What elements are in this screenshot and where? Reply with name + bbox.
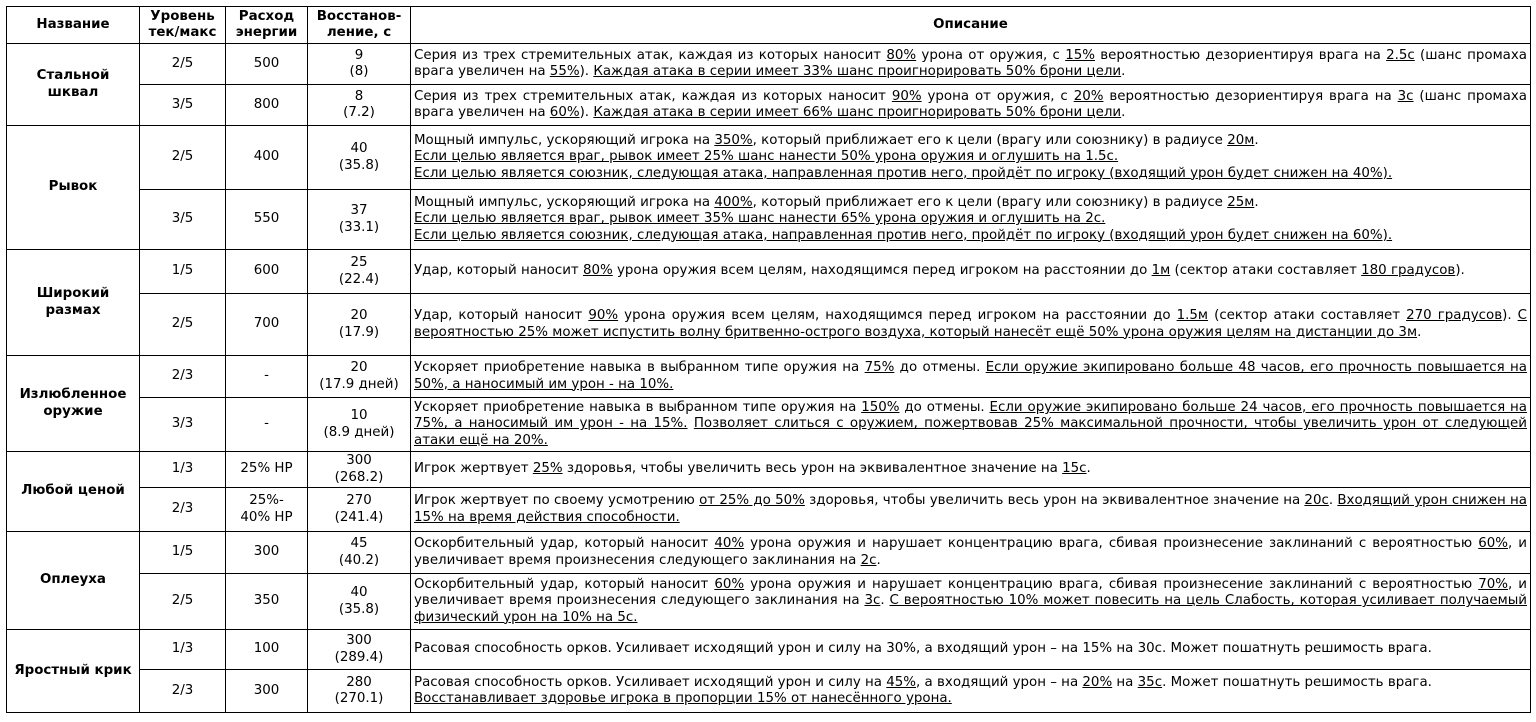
cooldown-base: 10 xyxy=(350,408,368,424)
energy-value: - xyxy=(264,416,269,432)
energy-cell xyxy=(226,126,308,190)
description-segment: Удар, который наносит xyxy=(414,308,589,324)
description-segment: . xyxy=(1254,132,1259,148)
description-segment: урона от оружия, с xyxy=(921,88,1074,104)
description-segment: 2.5с xyxy=(1386,47,1415,63)
description-segment: Каждая атака в серии имеет 66% шанс проигнорировать 50% брони цели xyxy=(593,105,1122,120)
description-segment: 35с xyxy=(1137,674,1163,690)
cooldown-reduced: (17.9 дней) xyxy=(319,376,399,392)
description-segment: Восстанавливает здоровье игрока в пропорции 15% от нанесённого урона. xyxy=(414,691,952,706)
skill-name: Оплеуха xyxy=(7,532,140,630)
level-cell: 3/3 xyxy=(140,398,226,452)
cooldown-reduced: (241.4) xyxy=(334,509,384,525)
energy-cell xyxy=(226,452,308,488)
description-segment: Игрок жертвует по своему усмотрению xyxy=(414,493,700,509)
description-segment: 25% xyxy=(532,461,563,477)
level-cell: 1/5 xyxy=(140,532,226,574)
skill-name: Излюбленное оружие xyxy=(7,356,140,452)
description-segment: от 25% до 50% xyxy=(699,493,805,509)
description-segment: урона от оружия, с xyxy=(916,47,1066,63)
description-segment: вероятностью дезориентируя врага на xyxy=(1103,88,1398,104)
description-segment: , который приближает его к цели (врагу или союзнику) в радиусе xyxy=(752,194,1228,210)
cooldown-cell xyxy=(308,294,411,356)
header-description: Описание xyxy=(411,7,1531,44)
description-segment: , который приближает его к цели (врагу или союзнику) в радиусе xyxy=(752,132,1228,148)
skills-table xyxy=(6,6,1531,713)
description-segment: (шанс промаха врага увеличен на xyxy=(414,47,1528,79)
cooldown-base: 300 xyxy=(346,453,372,469)
description-segment: , а входящий урон – на xyxy=(916,674,1083,690)
description-segment: 60% xyxy=(714,576,745,592)
description-line xyxy=(414,228,1527,244)
description-line xyxy=(414,195,1527,211)
level-cell: 2/3 xyxy=(140,488,226,532)
description-cell xyxy=(411,126,1531,190)
description-segment: Если оружие экипировано больше 24 часов, его прочность повышается на 75%, а наносимый им урон - на 15%. xyxy=(414,399,1528,432)
description-segment: Позволяет слиться с оружием, пожертвовав 25% максимальной прочности, чтобы увеличить урон от следующей атаки ещё на 20%. xyxy=(414,416,1527,448)
table-row xyxy=(7,488,1531,532)
cooldown-reduced: (40.2) xyxy=(338,552,380,568)
description-segment: 3с xyxy=(864,593,881,609)
description-segment: урона оружия всем целям, находящимся перед игроком на расстоянии до xyxy=(618,308,1177,324)
header-level xyxy=(140,7,226,44)
description-cell xyxy=(411,670,1531,713)
description-segment: 20% xyxy=(1073,88,1104,104)
header-row xyxy=(7,7,1531,44)
cooldown-reduced: (35.8) xyxy=(338,601,380,617)
energy-value: 25%- xyxy=(249,493,284,509)
energy-cell xyxy=(226,488,308,532)
description-segment: 40% xyxy=(714,536,745,552)
table-row xyxy=(7,356,1531,398)
description-segment: . xyxy=(880,593,890,609)
description-line xyxy=(414,675,1527,691)
description-segment: 45% xyxy=(886,674,917,690)
description-segment: 15% xyxy=(1065,47,1095,63)
cooldown-base: 8 xyxy=(354,88,364,104)
table-row xyxy=(7,670,1531,713)
description-segment: Каждая атака в серии имеет 33% шанс проигнорировать 50% брони цели xyxy=(593,64,1122,79)
description-segment: . xyxy=(876,552,881,568)
description-cell xyxy=(411,398,1531,452)
energy-value-line2: 40% HP xyxy=(240,509,293,525)
level-cell: 1/3 xyxy=(140,452,226,488)
cooldown-cell xyxy=(308,356,411,398)
description-segment: , и увеличивает время произнесения следующего заклинания на xyxy=(414,576,1528,609)
description-segment: . xyxy=(1254,194,1259,210)
level-cell: 2/5 xyxy=(140,574,226,630)
description-segment: Входящий урон снижен на 15% на время действия способности. xyxy=(414,493,1527,525)
header-cooldown xyxy=(308,7,411,44)
cooldown-cell xyxy=(308,488,411,532)
energy-value: 800 xyxy=(253,96,280,112)
description-segment: , и увеличивает время произнесения следующего заклинания на xyxy=(414,536,1528,568)
energy-cell xyxy=(226,398,308,452)
energy-value: 300 xyxy=(253,544,280,560)
cooldown-reduced: (289.4) xyxy=(334,649,384,665)
description-cell xyxy=(411,452,1531,488)
description-line xyxy=(414,166,1527,182)
cooldown-reduced: (35.8) xyxy=(338,157,380,173)
energy-value: 700 xyxy=(253,316,280,332)
description-segment: 55% xyxy=(549,64,580,79)
description-segment: 1.5м xyxy=(1176,308,1209,324)
description-segment: ). xyxy=(579,105,594,120)
level-cell: 2/3 xyxy=(140,670,226,713)
cooldown-base: 40 xyxy=(350,141,368,157)
description-line xyxy=(414,149,1527,165)
cooldown-base: 270 xyxy=(346,493,372,509)
cooldown-base: 37 xyxy=(350,203,368,219)
cooldown-reduced: (17.9) xyxy=(338,324,380,340)
description-segment: Оскорбительный удар, который наносит xyxy=(414,536,715,552)
energy-cell xyxy=(226,250,308,294)
cooldown-reduced: (268.2) xyxy=(334,469,384,485)
description-line xyxy=(414,133,1527,149)
description-segment: 350% xyxy=(714,132,753,148)
energy-cell xyxy=(226,574,308,630)
energy-cell xyxy=(226,670,308,713)
cooldown-cell xyxy=(308,85,411,126)
description-segment: 2с xyxy=(860,552,877,568)
header-name: Название xyxy=(7,7,140,44)
description-segment: 20с xyxy=(1304,493,1329,509)
cooldown-cell xyxy=(308,190,411,250)
description-segment: . xyxy=(1121,64,1126,79)
description-cell xyxy=(411,574,1531,630)
table-row xyxy=(7,574,1531,630)
energy-cell xyxy=(226,44,308,85)
table-row xyxy=(7,44,1531,85)
table-row xyxy=(7,398,1531,452)
description-segment: ). xyxy=(1455,263,1465,279)
description-segment: С вероятностью 10% может повесить на цель Слабость, которая усиливает получаемый физический урон на 10% на 5с. xyxy=(414,593,1527,625)
skill-name: Любой ценой xyxy=(7,452,140,532)
description-segment: 60% xyxy=(549,105,580,120)
level-cell: 2/5 xyxy=(140,44,226,85)
description-segment: Ускоряет приобретение навыка в выбранном типе оружия на xyxy=(414,399,862,415)
level-cell: 3/5 xyxy=(140,190,226,250)
description-segment: (сектор атаки составляет xyxy=(1208,308,1407,324)
level-cell: 3/5 xyxy=(140,85,226,126)
description-segment: . xyxy=(1121,105,1126,120)
cooldown-cell xyxy=(308,250,411,294)
description-segment: до отмены. xyxy=(899,399,990,415)
description-segment: 80% xyxy=(886,47,917,63)
cooldown-reduced: (33.1) xyxy=(338,219,380,235)
description-segment: Если целью является враг, рывок имеет 25% шанс нанести 50% урона оружия и оглушить на 1.5с. xyxy=(414,149,1119,165)
description-segment: С вероятностью 25% может испустить волну бритвенно-острого воздуха, который нанесёт ещё 50% урона оружия целям на дистанции до 3м xyxy=(414,308,1527,340)
description-segment: Если целью является союзник, следующая атака, направленная против него, пройдёт по игроку (входящий урон будет снижен на 40%). xyxy=(414,165,1393,181)
description-cell xyxy=(411,630,1531,670)
skill-name: Яростный крик xyxy=(7,630,140,713)
description-segment: . xyxy=(1328,493,1338,509)
description-segment: 90% xyxy=(588,308,619,324)
description-segment: 15с xyxy=(1062,461,1087,477)
energy-cell xyxy=(226,356,308,398)
description-cell xyxy=(411,356,1531,398)
description-segment: . xyxy=(1417,324,1422,340)
cooldown-base: 20 xyxy=(350,360,368,376)
energy-cell xyxy=(226,532,308,574)
header-energy xyxy=(226,7,308,44)
description-cell xyxy=(411,488,1531,532)
description-segment: урона оружия и нарушает концентрацию врага, сбивая произнесение заклинаний с вероятностью xyxy=(744,536,1479,552)
cooldown-base: 9 xyxy=(354,47,364,63)
description-segment: Если целью является союзник, следующая атака, направленная против него, пройдёт по игроку (входящий урон будет снижен на 60%). xyxy=(414,227,1393,243)
skill-name: Стальной шквал xyxy=(7,44,140,126)
description-segment: 90% xyxy=(891,88,922,104)
header-level-text: Уровень тек/макс xyxy=(148,8,217,40)
energy-value: 600 xyxy=(253,263,280,279)
description-segment: урона оружия и нарушает концентрацию врага, сбивая произнесение заклинаний с вероятностью xyxy=(744,576,1479,592)
cooldown-cell xyxy=(308,452,411,488)
description-segment: 20% xyxy=(1082,674,1113,690)
description-segment: 1м xyxy=(1151,263,1171,279)
description-segment: 70% xyxy=(1478,576,1508,592)
description-segment: Удар, который наносит xyxy=(414,263,583,279)
description-segment: на xyxy=(1112,674,1138,690)
description-cell xyxy=(411,85,1531,126)
skill-name: Широкий размах xyxy=(7,250,140,356)
description-segment: Оскорбительный удар, который наносит xyxy=(414,576,715,592)
description-segment: урона оружия всем целям, находящимся перед игроком на расстоянии до xyxy=(612,263,1152,279)
description-segment: ). xyxy=(1502,308,1518,324)
cooldown-reduced: (8) xyxy=(349,64,369,79)
description-segment: до отмены. xyxy=(894,360,986,376)
cooldown-base: 45 xyxy=(350,536,368,552)
energy-value: 350 xyxy=(253,593,280,609)
table-row xyxy=(7,452,1531,488)
description-segment: Серия из трех стремительных атак, каждая из которых наносит xyxy=(414,47,887,63)
description-segment: здоровья, чтобы увеличить весь урон на эквивалентное значение на xyxy=(804,493,1305,509)
cooldown-cell xyxy=(308,44,411,85)
energy-value: - xyxy=(264,368,269,384)
energy-cell xyxy=(226,85,308,126)
description-segment: Серия из трех стремительных атак, каждая из которых наносит xyxy=(414,88,892,104)
energy-value: 300 xyxy=(253,682,280,698)
cooldown-cell xyxy=(308,126,411,190)
energy-cell xyxy=(226,294,308,356)
description-segment: 80% xyxy=(582,263,613,279)
cooldown-reduced: (22.4) xyxy=(338,271,380,287)
table-row xyxy=(7,532,1531,574)
cooldown-reduced: (8.9 дней) xyxy=(323,424,395,440)
cooldown-cell xyxy=(308,398,411,452)
cooldown-base: 300 xyxy=(346,633,372,649)
cooldown-base: 20 xyxy=(350,308,368,324)
energy-value: 550 xyxy=(253,211,280,227)
cooldown-base: 280 xyxy=(346,674,372,690)
skill-name: Рывок xyxy=(7,126,140,250)
level-cell: 2/5 xyxy=(140,126,226,190)
description-segment: Если целью является враг, рывок имеет 35% шанс нанести 65% урона оружия и оглушить на 2с. xyxy=(414,211,1106,227)
table-row xyxy=(7,85,1531,126)
level-cell: 2/3 xyxy=(140,356,226,398)
description-cell xyxy=(411,44,1531,85)
table-row xyxy=(7,294,1531,356)
description-segment: 400% xyxy=(714,194,753,210)
description-segment: Игрок жертвует xyxy=(414,461,533,477)
cooldown-base: 40 xyxy=(350,585,368,601)
header-energy-text: Расход энергии xyxy=(235,8,298,40)
energy-cell xyxy=(226,190,308,250)
description-segment: (шанс промаха врага увеличен на xyxy=(414,88,1527,120)
description-segment: 25м xyxy=(1227,194,1255,210)
description-segment: ). xyxy=(579,64,594,79)
description-cell xyxy=(411,250,1531,294)
level-cell: 1/5 xyxy=(140,250,226,294)
description-segment: Расовая способность орков. Усиливает исходящий урон и силу на 30%, а входящий урон – на 15% на 30с. Может пошатнуть решимость врага. xyxy=(414,641,1432,657)
header-cooldown-text: Восстанов-ление, с xyxy=(316,8,402,40)
description-segment: вероятностью дезориентируя врага на xyxy=(1094,47,1387,63)
description-segment: 270 градусов xyxy=(1406,308,1503,324)
table-row xyxy=(7,190,1531,250)
description-segment: 60% xyxy=(1478,536,1508,552)
description-segment: Мощный импульс, ускоряющий игрока на xyxy=(414,132,715,148)
description-segment: 20м xyxy=(1227,132,1255,148)
description-cell xyxy=(411,294,1531,356)
description-line xyxy=(414,691,1527,707)
table-row xyxy=(7,126,1531,190)
energy-value: 500 xyxy=(253,55,280,71)
cooldown-reduced: (7.2) xyxy=(343,105,375,120)
description-segment: . xyxy=(1086,461,1091,477)
description-segment: 150% xyxy=(861,399,900,415)
description-segment: Ускоряет приобретение навыка в выбранном типе оружия на xyxy=(414,360,865,376)
energy-value: 400 xyxy=(253,149,280,165)
cooldown-base: 25 xyxy=(350,255,368,271)
description-segment: . Может пошатнуть решимость врага. xyxy=(1162,674,1432,690)
description-segment: 180 градусов xyxy=(1361,263,1456,279)
description-segment: Расовая способность орков. Усиливает исходящий урон и силу на xyxy=(414,674,887,690)
energy-cell xyxy=(226,630,308,670)
table-row xyxy=(7,630,1531,670)
energy-value: 25% HP xyxy=(240,461,293,477)
description-segment: 75% xyxy=(864,360,895,376)
level-cell: 2/5 xyxy=(140,294,226,356)
table-row xyxy=(7,250,1531,294)
description-cell xyxy=(411,190,1531,250)
energy-value: 100 xyxy=(253,641,280,657)
cooldown-cell xyxy=(308,630,411,670)
cooldown-cell xyxy=(308,574,411,630)
cooldown-reduced: (270.1) xyxy=(334,691,384,706)
description-segment: (сектор атаки составляет xyxy=(1170,263,1362,279)
description-segment: здоровья, чтобы увеличить весь урон на эквивалентное значение на xyxy=(562,461,1063,477)
level-cell: 1/3 xyxy=(140,630,226,670)
description-segment: Если оружие экипировано больше 48 часов, его прочность повышается на 50%, а наносимый им урон - на 10%. xyxy=(414,360,1528,392)
description-cell xyxy=(411,532,1531,574)
description-line xyxy=(414,211,1527,227)
cooldown-cell xyxy=(308,670,411,713)
cooldown-cell xyxy=(308,532,411,574)
description-segment: 3с xyxy=(1397,88,1414,104)
description-segment: Мощный импульс, ускоряющий игрока на xyxy=(414,194,715,210)
